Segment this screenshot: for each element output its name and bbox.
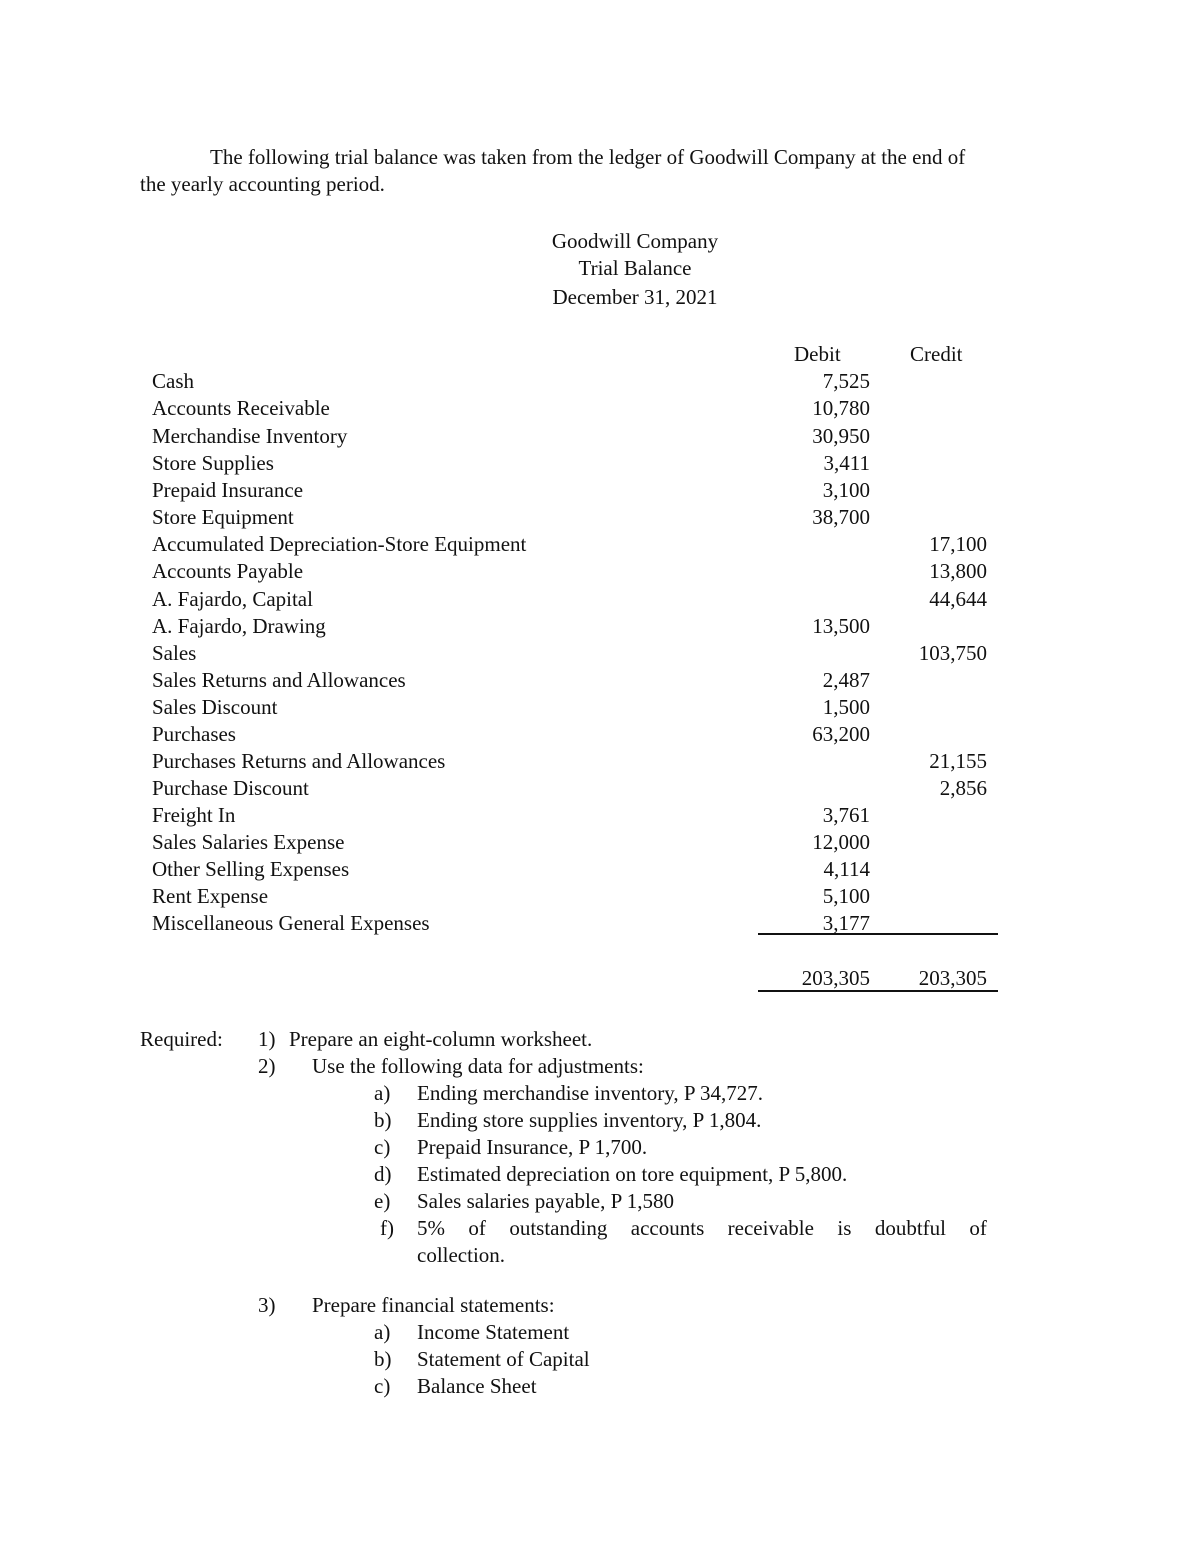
sub-item-letter: c): [374, 1374, 391, 1398]
word: of: [468, 1216, 486, 1240]
word: outstanding: [509, 1216, 608, 1240]
sub-item-text: Statement of Capital: [417, 1347, 590, 1371]
account-name: Accounts Payable: [152, 559, 304, 583]
sub-item-letter: d): [374, 1162, 392, 1186]
req-item-text: Prepare an eight-column worksheet.: [289, 1027, 593, 1051]
debit-column-header: Debit: [794, 342, 841, 366]
word: receivable: [727, 1216, 814, 1240]
sub-item-continuation: collection.: [417, 1243, 506, 1267]
account-name: Purchase Discount: [152, 776, 309, 800]
sub-item-text: Prepaid Insurance, P 1,700.: [417, 1135, 648, 1159]
credit-amount: 13,800: [929, 559, 987, 583]
account-name: Store Supplies: [152, 451, 274, 475]
word: accounts: [630, 1216, 705, 1240]
credit-amount: 44,644: [929, 587, 987, 611]
credit-amount: 103,750: [918, 641, 987, 665]
report-title: Trial Balance: [578, 256, 692, 280]
sub-item-text: Ending merchandise inventory, P 34,727.: [417, 1081, 764, 1105]
account-name: Accounts Receivable: [152, 396, 330, 420]
sub-item-letter: a): [374, 1081, 391, 1105]
intro-line-2: the yearly accounting period.: [140, 172, 385, 196]
sub-item-justified-line: [417, 1215, 987, 1242]
report-date: December 31, 2021: [552, 285, 718, 309]
debit-amount: 63,200: [812, 722, 870, 746]
total-debit: 203,305: [801, 966, 870, 990]
req-item-text: Prepare financial statements:: [312, 1293, 555, 1317]
debit-amount: 3,177: [822, 911, 870, 935]
debit-amount: 7,525: [822, 369, 870, 393]
debit-amount: 13,500: [812, 614, 870, 638]
debit-amount: 38,700: [812, 505, 870, 529]
word: doubtful: [874, 1216, 946, 1240]
account-name: Sales Salaries Expense: [152, 830, 345, 854]
account-name: Other Selling Expenses: [152, 857, 350, 881]
debit-amount: 4,114: [823, 857, 870, 881]
debit-amount: 2,487: [822, 668, 870, 692]
required-label: Required:: [140, 1027, 223, 1051]
credit-amount: 17,100: [929, 532, 987, 556]
account-name: Prepaid Insurance: [152, 478, 304, 502]
account-name: A. Fajardo, Drawing: [152, 614, 326, 638]
account-name: Miscellaneous General Expenses: [152, 911, 430, 935]
account-name: Sales Returns and Allowances: [152, 668, 406, 692]
debit-amount: 5,100: [822, 884, 870, 908]
debit-amount: 3,761: [822, 803, 870, 827]
sub-item-text: Ending store supplies inventory, P 1,804.: [417, 1108, 762, 1132]
account-name: Sales Discount: [152, 695, 278, 719]
word: of: [969, 1216, 987, 1240]
account-name: Freight In: [152, 803, 236, 827]
account-name: Sales: [152, 641, 197, 665]
company-name: Goodwill Company: [551, 229, 719, 253]
account-name: Store Equipment: [152, 505, 294, 529]
req-item-number: 3): [258, 1293, 276, 1317]
credit-amount: 21,155: [929, 749, 987, 773]
account-name: Cash: [152, 369, 194, 393]
req-item-number: 1): [258, 1027, 276, 1051]
sub-item-letter: c): [374, 1135, 391, 1159]
account-name: A. Fajardo, Capital: [152, 587, 313, 611]
credit-amount: 2,856: [939, 776, 987, 800]
debit-amount: 1,500: [822, 695, 870, 719]
debit-amount: 3,100: [822, 478, 870, 502]
sub-item-text: Sales salaries payable, P 1,580: [417, 1189, 674, 1213]
sub-item-letter: f): [380, 1216, 394, 1240]
req-item-text: Use the following data for adjustments:: [312, 1054, 644, 1078]
debit-amount: 3,411: [823, 451, 870, 475]
sub-item-text: Income Statement: [417, 1320, 570, 1344]
sub-item-text: Balance Sheet: [417, 1374, 537, 1398]
debit-amount: 12,000: [812, 830, 870, 854]
account-name: Rent Expense: [152, 884, 269, 908]
total-rule: [758, 990, 998, 992]
account-name: Merchandise Inventory: [152, 424, 348, 448]
sub-item-letter: b): [374, 1108, 392, 1132]
debit-amount: 30,950: [812, 424, 870, 448]
sub-item-letter: b): [374, 1347, 392, 1371]
intro-line-1: The following trial balance was taken from the ledger of Goodwill Company at the end of: [210, 145, 966, 169]
account-name: Accumulated Depreciation-Store Equipment: [152, 532, 527, 556]
total-credit: 203,305: [918, 966, 987, 990]
subtotal-rule: [758, 933, 998, 935]
account-name: Purchases: [152, 722, 236, 746]
debit-amount: 10,780: [812, 396, 870, 420]
sub-item-letter: e): [374, 1189, 391, 1213]
sub-item-letter: a): [374, 1320, 391, 1344]
account-name: Purchases Returns and Allowances: [152, 749, 446, 773]
req-item-number: 2): [258, 1054, 276, 1078]
word: 5%: [417, 1216, 445, 1240]
credit-column-header: Credit: [910, 342, 963, 366]
word: is: [837, 1216, 852, 1240]
sub-item-text: Estimated depreciation on tore equipment, P 5,800.: [417, 1162, 848, 1186]
